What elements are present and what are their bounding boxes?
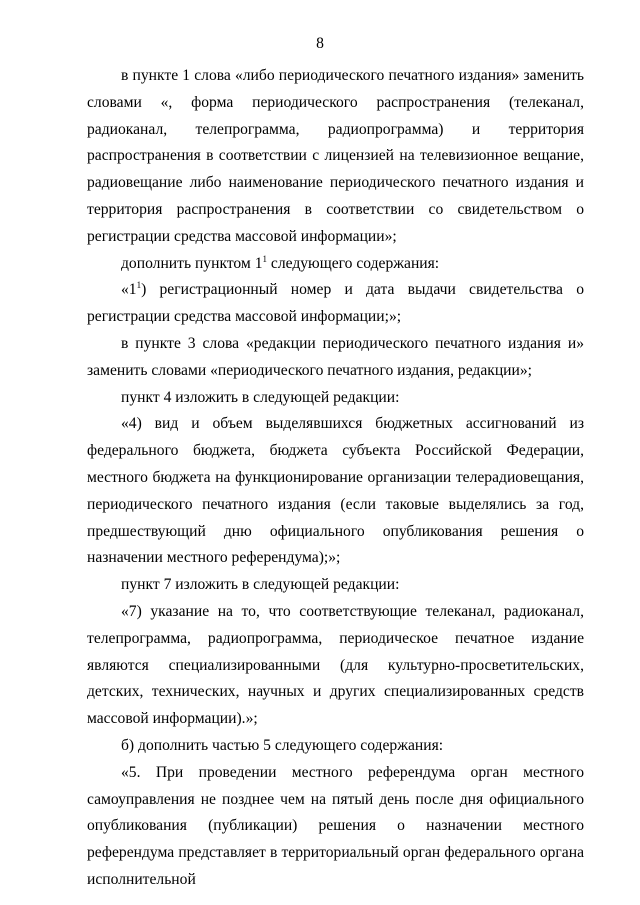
superscript-marker: 1 — [262, 253, 267, 264]
paragraph-part-5-heading: б) дополнить частью 5 следующего содержания: — [121, 736, 444, 754]
paragraph-text-after: ) регистрационный номер и дата выдачи свидетельства о регистрации средства массовой информации;»; — [87, 281, 584, 326]
paragraph-item-7-text: «7) указание на то, что соответствующие телеканал, радиоканал, телепрограмма, радиопрограмма, периодическое печатное издание являются специализированными (для культурно-просветительских, детских, технических, научных и других специализированных средств массовой информации).»; — [87, 602, 584, 728]
paragraph-item-3-amendment: в пункте 3 слова «редакции периодического печатного издания и» заменить словами «периодического печатного издания, редакции»; — [87, 334, 584, 379]
paragraph-text-before: «1 — [121, 281, 137, 299]
paragraph-add-point-1-1 — [87, 251, 584, 278]
superscript-marker: 1 — [136, 280, 142, 291]
paragraph-item-7-heading: пункт 7 изложить в следующей редакции: — [121, 576, 400, 594]
paragraph-item-1-amendment: в пункте 1 слова «либо периодического печатного издания» заменить словами «, форма периодического распространения (телеканал, радиоканал, телепрограмма, радиопрограмма) и территория распространения в соответствии с лицензией на телевизионное вещание, радиовещание либо наименование периодического печатного издания и территория распространения в соответствии со свидетельством о регистрации средства массовой информации»; — [87, 67, 584, 245]
paragraph-item-4-text: «4) вид и объем выделявшихся бюджетных ассигнований из федерального бюджета, бюджета субъекта Российской Федерации, местного бюджета на функционирование организации телерадиовещания, периодического печатного издания (если таковые выделялись за год, предшествующий дню официального опубликования решения о назначении местного референдума);»; — [87, 415, 584, 567]
paragraph-part-5-text: «5. При проведении местного референдума орган местного самоуправления не позднее чем на пятый день после дня официального опубликования (публикации) решения о назначении местного референдума представляет в территориальный орган федерального органа исполнительной — [87, 763, 584, 888]
paragraph-text-after: следующего содержания: — [267, 254, 440, 272]
paragraph-item-4-heading: пункт 4 изложить в следующей редакции: — [121, 388, 400, 406]
paragraph-text-before: дополнить пунктом 1 — [121, 254, 263, 272]
document-body — [87, 63, 584, 894]
page-number: 8 — [316, 35, 324, 52]
paragraph-point-1-1-text — [87, 277, 584, 331]
